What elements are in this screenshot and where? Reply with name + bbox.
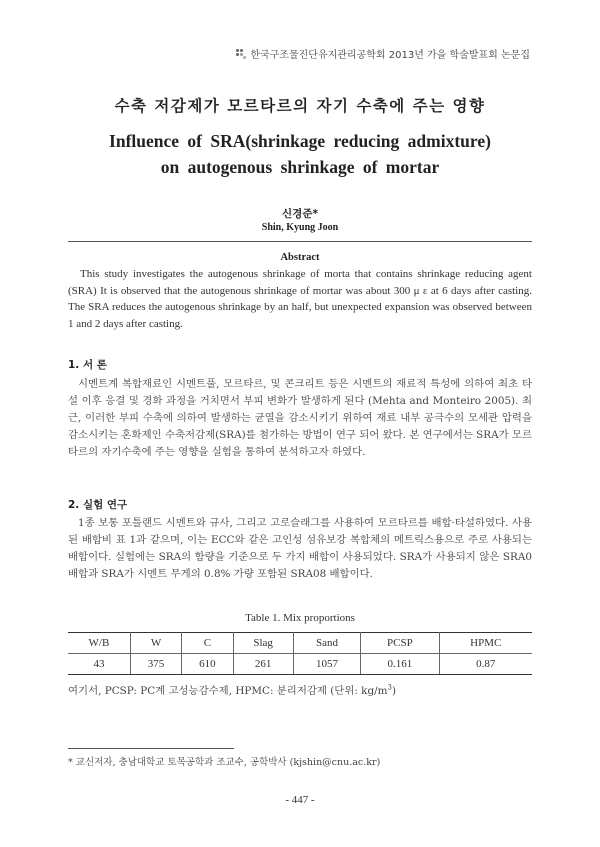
table-header-cell: Sand [293, 633, 360, 654]
footnote: * 교신저자, 충남대학교 토목공학과 조교수, 공학박사 (kjshin@cnu.ac.kr) [68, 757, 381, 768]
section-2-text: 1종 보통 포틀랜드 시멘트와 규사, 그리고 고로슬래그를 사용하여 모르타르를 배합·타설하였다. 사용된 배합비 표 1과 같으며, 이는 ECC와 같은 고인성 섬유보강 복합체의 메트릭스용으로 주로 사용되는 배합이다. 실험에는 SRA의 함량을 기준으로 두 가지 배합이 사용되었다. SRA가 사용되지 않은 SRA0 배합과 SRA가 시멘트 무게의 0.8% 가량 포함된 SRA08 배합이다. [68, 517, 532, 580]
table-note-prefix: 여기서, PCSP: PC계 고성능감수제, HPMC: 분리저감제 (단위: kg/m [68, 685, 388, 697]
table-header-cell: C [182, 633, 233, 654]
title-english [0, 128, 600, 180]
section-1-heading: 1. 서 론 [68, 359, 107, 371]
table-header-cell: Slag [233, 633, 293, 654]
table-header-cell: W/B [68, 633, 130, 654]
table-cell: 610 [182, 654, 233, 675]
table-cell: 261 [233, 654, 293, 675]
table-header-cell: W [130, 633, 181, 654]
title-korean: 수축 저감제가 모르타르의 자기 수축에 주는 영향 [114, 97, 486, 115]
conference-logo-icon [236, 49, 246, 59]
table-cell: 0.161 [361, 654, 439, 675]
table-header-cell: HPMC [439, 633, 532, 654]
title-english-line2: on autogenous shrinkage of mortar [160, 157, 440, 177]
section-2-heading: 2. 실험 연구 [68, 499, 128, 511]
table-cell: 0.87 [439, 654, 532, 675]
table-row [68, 654, 532, 675]
abstract-top-rule [68, 241, 532, 242]
table-header-cell: PCSP [361, 633, 439, 654]
table-note [68, 682, 396, 697]
author-korean: 신경준* [282, 208, 318, 220]
header-text: 한국구조물진단유지관리공학회 2013년 가을 학술발표회 논문집 [250, 50, 530, 61]
table-header-row [68, 633, 532, 654]
abstract-text: This study investigates the autogenous shrinkage of morta that contains shrinkage reducing agent (SRA) It is observed that the autogenous shrinkage of mortar was about 300 μ ε at 6 days after casting. The SRA reduces the autogenous shrinkage by an half, but unexpected expansion was observed between 1 and 2 days after casting. [68, 268, 532, 330]
mix-proportions-table [68, 632, 532, 675]
page-number: - 447 - [285, 794, 315, 806]
footnote-rule [68, 748, 234, 749]
table-note-suffix: ) [391, 685, 397, 697]
table-cell: 375 [130, 654, 181, 675]
table-caption: Table 1. Mix proportions [245, 612, 355, 624]
table-cell: 1057 [293, 654, 360, 675]
table-note-superscript: 3 [387, 683, 392, 692]
title-english-line1: Influence of SRA(shrinkage reducing admixture) [109, 131, 491, 151]
author-english: Shin, Kyung Joon [261, 222, 339, 233]
running-header [236, 46, 530, 61]
section-1-text: 시멘트계 복합재료인 시멘트풀, 모르타르, 및 콘크리트 등은 시멘트의 재료적 특성에 의하여 최초 타설 이후 응결 및 경화 과정을 거치면서 부피 변화가 발생하게 된다 (Mehta and Monteiro 2005). 최근, 이러한 부피 수축에 의하여 발생하는 균열을 감소시키기 위하여 재료 내부 공극수의 모세관 압력을 감소시키는 혼화제인 수축저감제(SRA)를 첨가하는 방법이 연구 되어 왔다. 본 연구에서는 SRA가 모르타르의 자기수축에 주는 영향을 실험을 통하여 분석하고자 하였다. [68, 378, 533, 458]
table-cell: 43 [68, 654, 130, 675]
abstract-heading: Abstract [280, 252, 320, 263]
